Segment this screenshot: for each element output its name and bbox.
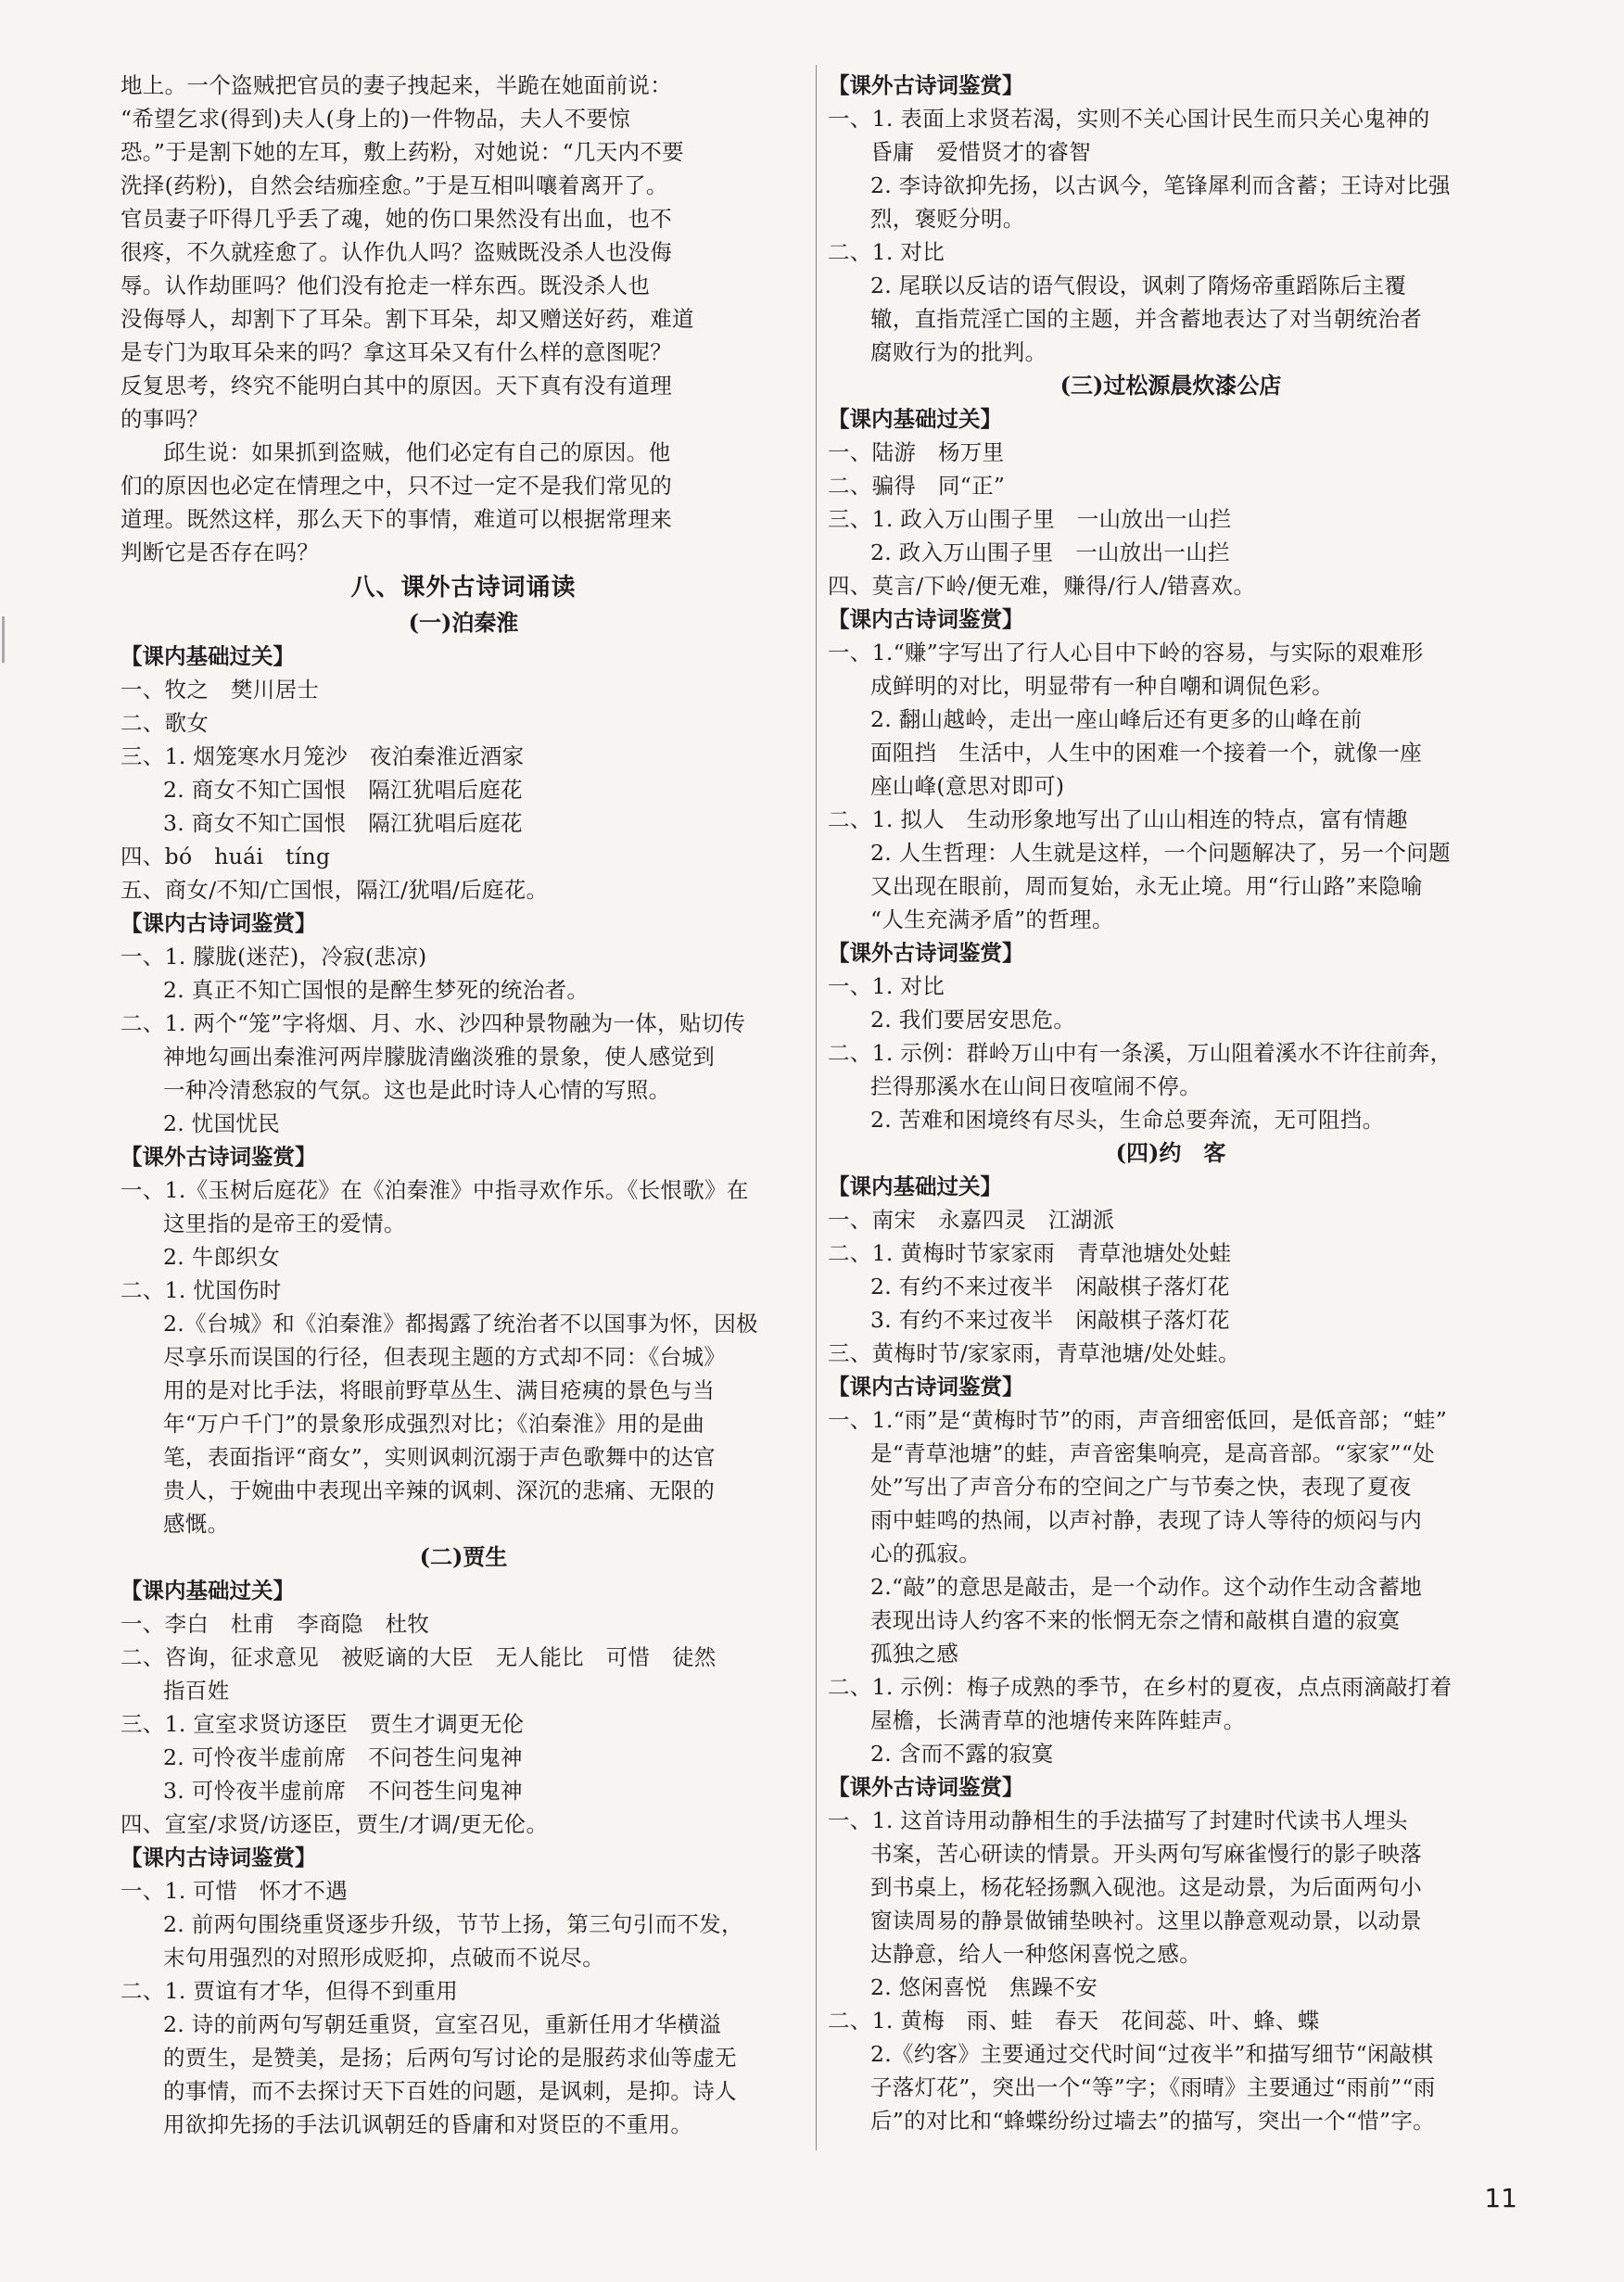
answer-line: 3. 可怜夜半虚前席 不问苍生问鬼神 — [163, 1778, 523, 1804]
subsection-heading: 【课内基础过关】 — [828, 1173, 1002, 1199]
answer-continuation: 末句用强烈的对照形成贬抑，点破而不说尽。 — [163, 1945, 604, 1971]
column-divider — [816, 65, 817, 2150]
answer-line: 洗择(药粉)，自然会结痂痊愈。”于是互相叫嚷着离开了。 — [121, 172, 668, 198]
answer-line: 一、1.“赚”字写出了行人心目中下岭的容易，与实际的艰难形 — [828, 640, 1424, 666]
answer-line: 地上。一个盗贼把官员的妻子拽起来，半跪在她面前说： — [121, 72, 672, 98]
answer-continuation: 拦得那溪水在山间日夜喧闹不停。 — [870, 1073, 1201, 1099]
answer-line: 四、莫言/下岭/便无难，赚得/行人/错喜欢。 — [828, 573, 1256, 599]
page-number: 11 — [1484, 2183, 1517, 2213]
poem-title: (二)贾生 — [419, 1543, 508, 1570]
answer-continuation: 昏庸 爱惜贤才的睿智 — [870, 139, 1091, 165]
answer-line: “希望乞求(得到)夫人(身上的)一件物品，夫人不要惊 — [121, 106, 630, 132]
subsection-heading: 【课内古诗词鉴赏】 — [828, 1374, 1024, 1400]
answer-line: 二、1. 黄梅时节家家雨 青草池塘处处蛙 — [828, 1240, 1232, 1266]
answer-continuation: 又出现在眼前，周而复始，永无止境。用“行山路”来隐喻 — [870, 873, 1423, 899]
answer-line: 们的原因也必定在情理之中，只不过一定不是我们常见的 — [121, 473, 672, 499]
answer-line: 很疼，不久就痊愈了。认作仇人吗？盗贼既没杀人也没侮 — [121, 239, 672, 265]
answer-line: 一、1. 朦胧(迷茫)，冷寂(悲凉) — [121, 944, 427, 970]
answer-line: 2. 翻山越岭，走出一座山峰后还有更多的山峰在前 — [870, 706, 1363, 732]
poem-title: (三)过松源晨炊漆公店 — [1059, 372, 1282, 399]
left-column — [121, 69, 806, 2141]
answer-continuation: 后”的对比和“蜂蝶纷纷过墙去”的描写，突出一个“惜”字。 — [870, 2108, 1435, 2134]
answer-line: 道理。既然这样，那么天下的事情，难道可以根据常理来 — [121, 506, 672, 532]
section-title: 八、课外古诗词诵读 — [350, 574, 577, 602]
answer-line: 一、李白 杜甫 李商隐 杜牧 — [121, 1611, 430, 1637]
answer-line: 的事吗？ — [121, 406, 209, 432]
answer-continuation: 贵人，于婉曲中表现出辛辣的讽刺、深沉的悲痛、无限的 — [163, 1477, 715, 1503]
answer-line: 2. 有约不来过夜半 闲敲棋子落灯花 — [870, 1274, 1230, 1299]
answer-line: 2. 可怜夜半虚前席 不问苍生问鬼神 — [163, 1744, 523, 1770]
answer-continuation: 的事情，而不去探讨天下百姓的问题，是讽刺，是抑。诗人 — [163, 2078, 737, 2104]
answer-line: 是专门为取耳朵来的吗？拿这耳朵又有什么样的意图呢？ — [121, 339, 672, 365]
subsection-heading: 【课内古诗词鉴赏】 — [828, 606, 1024, 632]
answer-line: 2. 商女不知亡国恨 隔江犹唱后庭花 — [163, 777, 523, 803]
subsection-heading: 【课内基础过关】 — [828, 406, 1002, 432]
answer-line: 一、1. 这首诗用动静相生的手法描写了封建时代读书人埋头 — [828, 1807, 1408, 1833]
answer-line: 二、1. 示例：群岭万山中有一条溪，万山阻着溪水不许往前奔， — [828, 1040, 1453, 1066]
answer-line: 二、咨询，征求意见 被贬谪的大臣 无人能比 可惜 徒然 — [121, 1644, 717, 1670]
poem-title: (一)泊秦淮 — [408, 609, 519, 636]
answer-continuation: 用的是对比手法，将眼前野草丛生、满目疮痍的景色与当 — [163, 1377, 715, 1403]
answer-line: 二、1. 拟人 生动形象地写出了山山相连的特点，富有情趣 — [828, 806, 1408, 832]
answer-continuation: 雨中蛙鸣的热闹，以声衬静，表现了诗人等待的烦闷与内 — [870, 1507, 1422, 1533]
answer-continuation: 屋檐，长满青草的池塘传来阵阵蛙声。 — [870, 1707, 1246, 1733]
answer-line: 一、牧之 樊川居士 — [121, 677, 320, 703]
subsection-heading: 【课外古诗词鉴赏】 — [121, 1144, 317, 1170]
answer-line: 2. 诗的前两句写朝廷重贤，宣室召见，重新任用才华横溢 — [163, 2011, 721, 2037]
answer-line: 一、1. 可惜 怀才不遇 — [121, 1878, 348, 1904]
answer-line: 三、1. 烟笼寒水月笼沙 夜泊秦淮近酒家 — [121, 743, 525, 769]
answer-continuation: 腐败行为的批判。 — [870, 339, 1047, 365]
answer-line: 三、1. 政入万山围子里 一山放出一山拦 — [828, 506, 1232, 532]
answer-line: 反复思考，终究不能明白其中的原因。天下真有没有道理 — [121, 373, 672, 399]
answer-line: 2. 真正不知亡国恨的是醉生梦死的统治者。 — [163, 977, 590, 1003]
answer-line: 二、歌女 — [121, 710, 209, 736]
answer-line: 2. 人生哲理：人生就是这样，一个问题解决了，另一个问题 — [870, 840, 1451, 866]
answer-line: 2.“敲”的意思是敲击，是一个动作。这个动作生动含蓄地 — [870, 1574, 1423, 1600]
answer-line: 一、陆游 杨万里 — [828, 439, 1005, 465]
poem-title: (四)约 客 — [1115, 1139, 1226, 1166]
answer-continuation: 面阻挡 生活中，人生中的困难一个接着一个，就像一座 — [870, 740, 1422, 766]
answer-line: 3. 有约不来过夜半 闲敲棋子落灯花 — [870, 1307, 1230, 1333]
answer-line: 二、1. 两个“笼”字将烟、月、水、沙四种景物融为一体，贴切传 — [121, 1010, 746, 1036]
answer-continuation: 指百姓 — [163, 1678, 230, 1704]
subsection-heading: 【课内基础过关】 — [121, 643, 295, 669]
answer-continuation: 用欲抑先扬的手法讥讽朝廷的昏庸和对贤臣的不重用。 — [163, 2111, 693, 2137]
answer-continuation: 辙，直指荒淫亡国的主题，并含蓄地表达了对当朝统治者 — [870, 306, 1422, 332]
subsection-heading: 【课内古诗词鉴赏】 — [121, 1845, 317, 1870]
answer-line: 3. 商女不知亡国恨 隔江犹唱后庭花 — [163, 810, 523, 836]
answer-line: 二、1. 示例：梅子成熟的季节，在乡村的夏夜，点点雨滴敲打着 — [828, 1674, 1453, 1700]
answer-continuation: 的贾生，是赞美，是扬；后两句写讨论的是服药求仙等虚无 — [163, 2045, 737, 2071]
answer-continuation: 一种冷清愁寂的气氛。这也是此时诗人心情的写照。 — [163, 1077, 671, 1103]
answer-continuation: 笔，表面指评“商女”，实则讽刺沉溺于声色歌舞中的达官 — [163, 1444, 716, 1470]
answer-line: 二、1. 贾谊有才华，但得不到重用 — [121, 1978, 458, 2004]
answer-continuation: 尽享乐而误国的行径，但表现主题的方式却不同：《台城》 — [163, 1344, 727, 1370]
answer-line: 2. 忧国忧民 — [163, 1110, 280, 1136]
answer-line: 判断它是否存在吗？ — [121, 539, 320, 565]
answer-continuation: 表现出诗人约客不来的怅惘无奈之情和敲棋自遣的寂寞 — [870, 1607, 1401, 1633]
answer-line: 二、1. 对比 — [828, 239, 945, 265]
answer-line: 官员妻子吓得几乎丢了魂，她的伤口果然没有出血，也不 — [121, 206, 672, 232]
answer-line: 2. 牛郎织女 — [163, 1244, 280, 1270]
answer-line: 没侮辱人，却割下了耳朵。割下耳朵，却又赠送好药，难道 — [121, 306, 694, 332]
answer-line: 一、1. 对比 — [828, 973, 945, 999]
subsection-heading: 【课内古诗词鉴赏】 — [121, 910, 317, 936]
answer-line: 四、bó huái tíng — [121, 843, 331, 869]
answer-line: 二、1. 黄梅 雨、蛙 春天 花间蕊、叶、蜂、蝶 — [828, 2008, 1320, 2034]
answer-continuation: 心的孤寂。 — [870, 1540, 981, 1566]
answer-continuation: 成鲜明的对比，明显带有一种自嘲和调侃色彩。 — [870, 673, 1334, 699]
answer-line: 2. 悠闲喜悦 焦躁不安 — [870, 1974, 1097, 2000]
answer-line: 2.《约客》主要通过交代时间“过夜半”和描写细节“闲敲棋 — [870, 2041, 1434, 2067]
subsection-heading: 【课外古诗词鉴赏】 — [828, 940, 1024, 966]
answer-continuation: 是“青草池塘”的蛙，声音密集响亮，是高音部。“家家”“处 — [870, 1440, 1435, 1466]
answer-line: 2. 尾联以反诘的语气假设，讽刺了隋炀帝重蹈陈后主覆 — [870, 273, 1407, 298]
answer-line: 2. 李诗欲抑先扬，以古讽今，笔锋犀利而含蓄；王诗对比强 — [870, 172, 1451, 198]
answer-continuation: 处”写出了声音分布的空间之广与节奏之快，表现了夏夜 — [870, 1474, 1412, 1500]
answer-continuation: 神地勾画出秦淮河两岸朦胧清幽淡雅的景象，使人感觉到 — [163, 1044, 715, 1070]
answer-line: 2. 含而不露的寂寞 — [870, 1741, 1054, 1767]
scan-edge-mark — [2, 616, 5, 663]
answer-continuation: 到书桌上，杨花轻扬飘入砚池。这是动景，为后面两句小 — [870, 1874, 1422, 1900]
subsection-heading: 【课内基础过关】 — [121, 1578, 295, 1604]
answer-continuation: 达静意，给人一种悠闲喜悦之感。 — [870, 1941, 1201, 1967]
answer-line: 2. 我们要居安思危。 — [870, 1007, 1076, 1033]
answer-line: 五、商女/不知/亡国恨，隔江/犹唱/后庭花。 — [121, 877, 549, 903]
answer-continuation: 烈，褒贬分明。 — [870, 206, 1025, 232]
answer-continuation: 窗读周易的静景做铺垫映衬。这里以静意观动景，以动景 — [870, 1908, 1422, 1933]
answer-continuation: 子落灯花”，突出一个“等”字；《雨晴》主要通过“雨前”“雨 — [870, 2074, 1436, 2100]
answer-line: 2. 政入万山围子里 一山放出一山拦 — [870, 539, 1230, 565]
answer-continuation: “人生充满矛盾”的哲理。 — [870, 906, 1114, 932]
answer-line: 四、宣室/求贤/访逐臣，贾生/才调/更无伦。 — [121, 1811, 549, 1837]
answer-line: 2. 苦难和困境终有尽头，生命总要奔流，无可阻挡。 — [870, 1107, 1385, 1133]
answer-continuation: 年“万户千门”的景象形成强烈对比；《泊秦淮》用的是曲 — [163, 1411, 705, 1437]
subsection-heading: 【课外古诗词鉴赏】 — [828, 72, 1024, 98]
answer-line: 2. 前两句围绕重贤逐步升级，节节上扬，第三句引而不发， — [163, 1911, 743, 1937]
answer-line: 二、1. 忧国伤时 — [121, 1277, 282, 1303]
answer-continuation: 这里指的是帝王的爱情。 — [163, 1211, 406, 1236]
answer-line: 2.《台城》和《泊秦淮》都揭露了统治者不以国事为怀，因极 — [163, 1311, 758, 1337]
answer-continuation: 孤独之感 — [870, 1641, 959, 1667]
answer-continuation: 座山峰(意思对即可) — [870, 773, 1065, 799]
answer-continuation: 感慨。 — [163, 1511, 230, 1537]
answer-line: 一、1. 表面上求贤若渴，实则不关心国计民生而只关心鬼神的 — [828, 106, 1430, 132]
answer-line: 一、1.“雨”是“黄梅时节”的雨，声音细密低回，是低音部；“蛙” — [828, 1407, 1448, 1433]
answer-line: 三、1. 宣室求贤访逐臣 贾生才调更无伦 — [121, 1711, 525, 1737]
answer-line: 一、1.《玉树后庭花》在《泊秦淮》中指寻欢作乐。《长恨歌》在 — [121, 1177, 749, 1203]
answer-line: 三、黄梅时节/家家雨，青草池塘/处处蛙。 — [828, 1340, 1240, 1366]
subsection-heading: 【课外古诗词鉴赏】 — [828, 1774, 1024, 1800]
answer-line: 二、骗得 同“正” — [828, 473, 1006, 499]
answer-continuation: 书案，苦心研读的情景。开头两句写麻雀慢行的影子映落 — [870, 1841, 1422, 1867]
answer-line: 恐。”于是割下她的左耳，敷上药粉，对她说：“几天内不要 — [121, 139, 684, 165]
right-column — [828, 69, 1514, 2137]
paragraph-line: 邱生说：如果抓到盗贼，他们必定有自己的原因。他 — [163, 439, 671, 465]
answer-line: 辱。认作劫匪吗？他们没有抢走一样东西。既没杀人也 — [121, 273, 651, 298]
answer-line: 一、南宋 永嘉四灵 江湖派 — [828, 1207, 1115, 1233]
